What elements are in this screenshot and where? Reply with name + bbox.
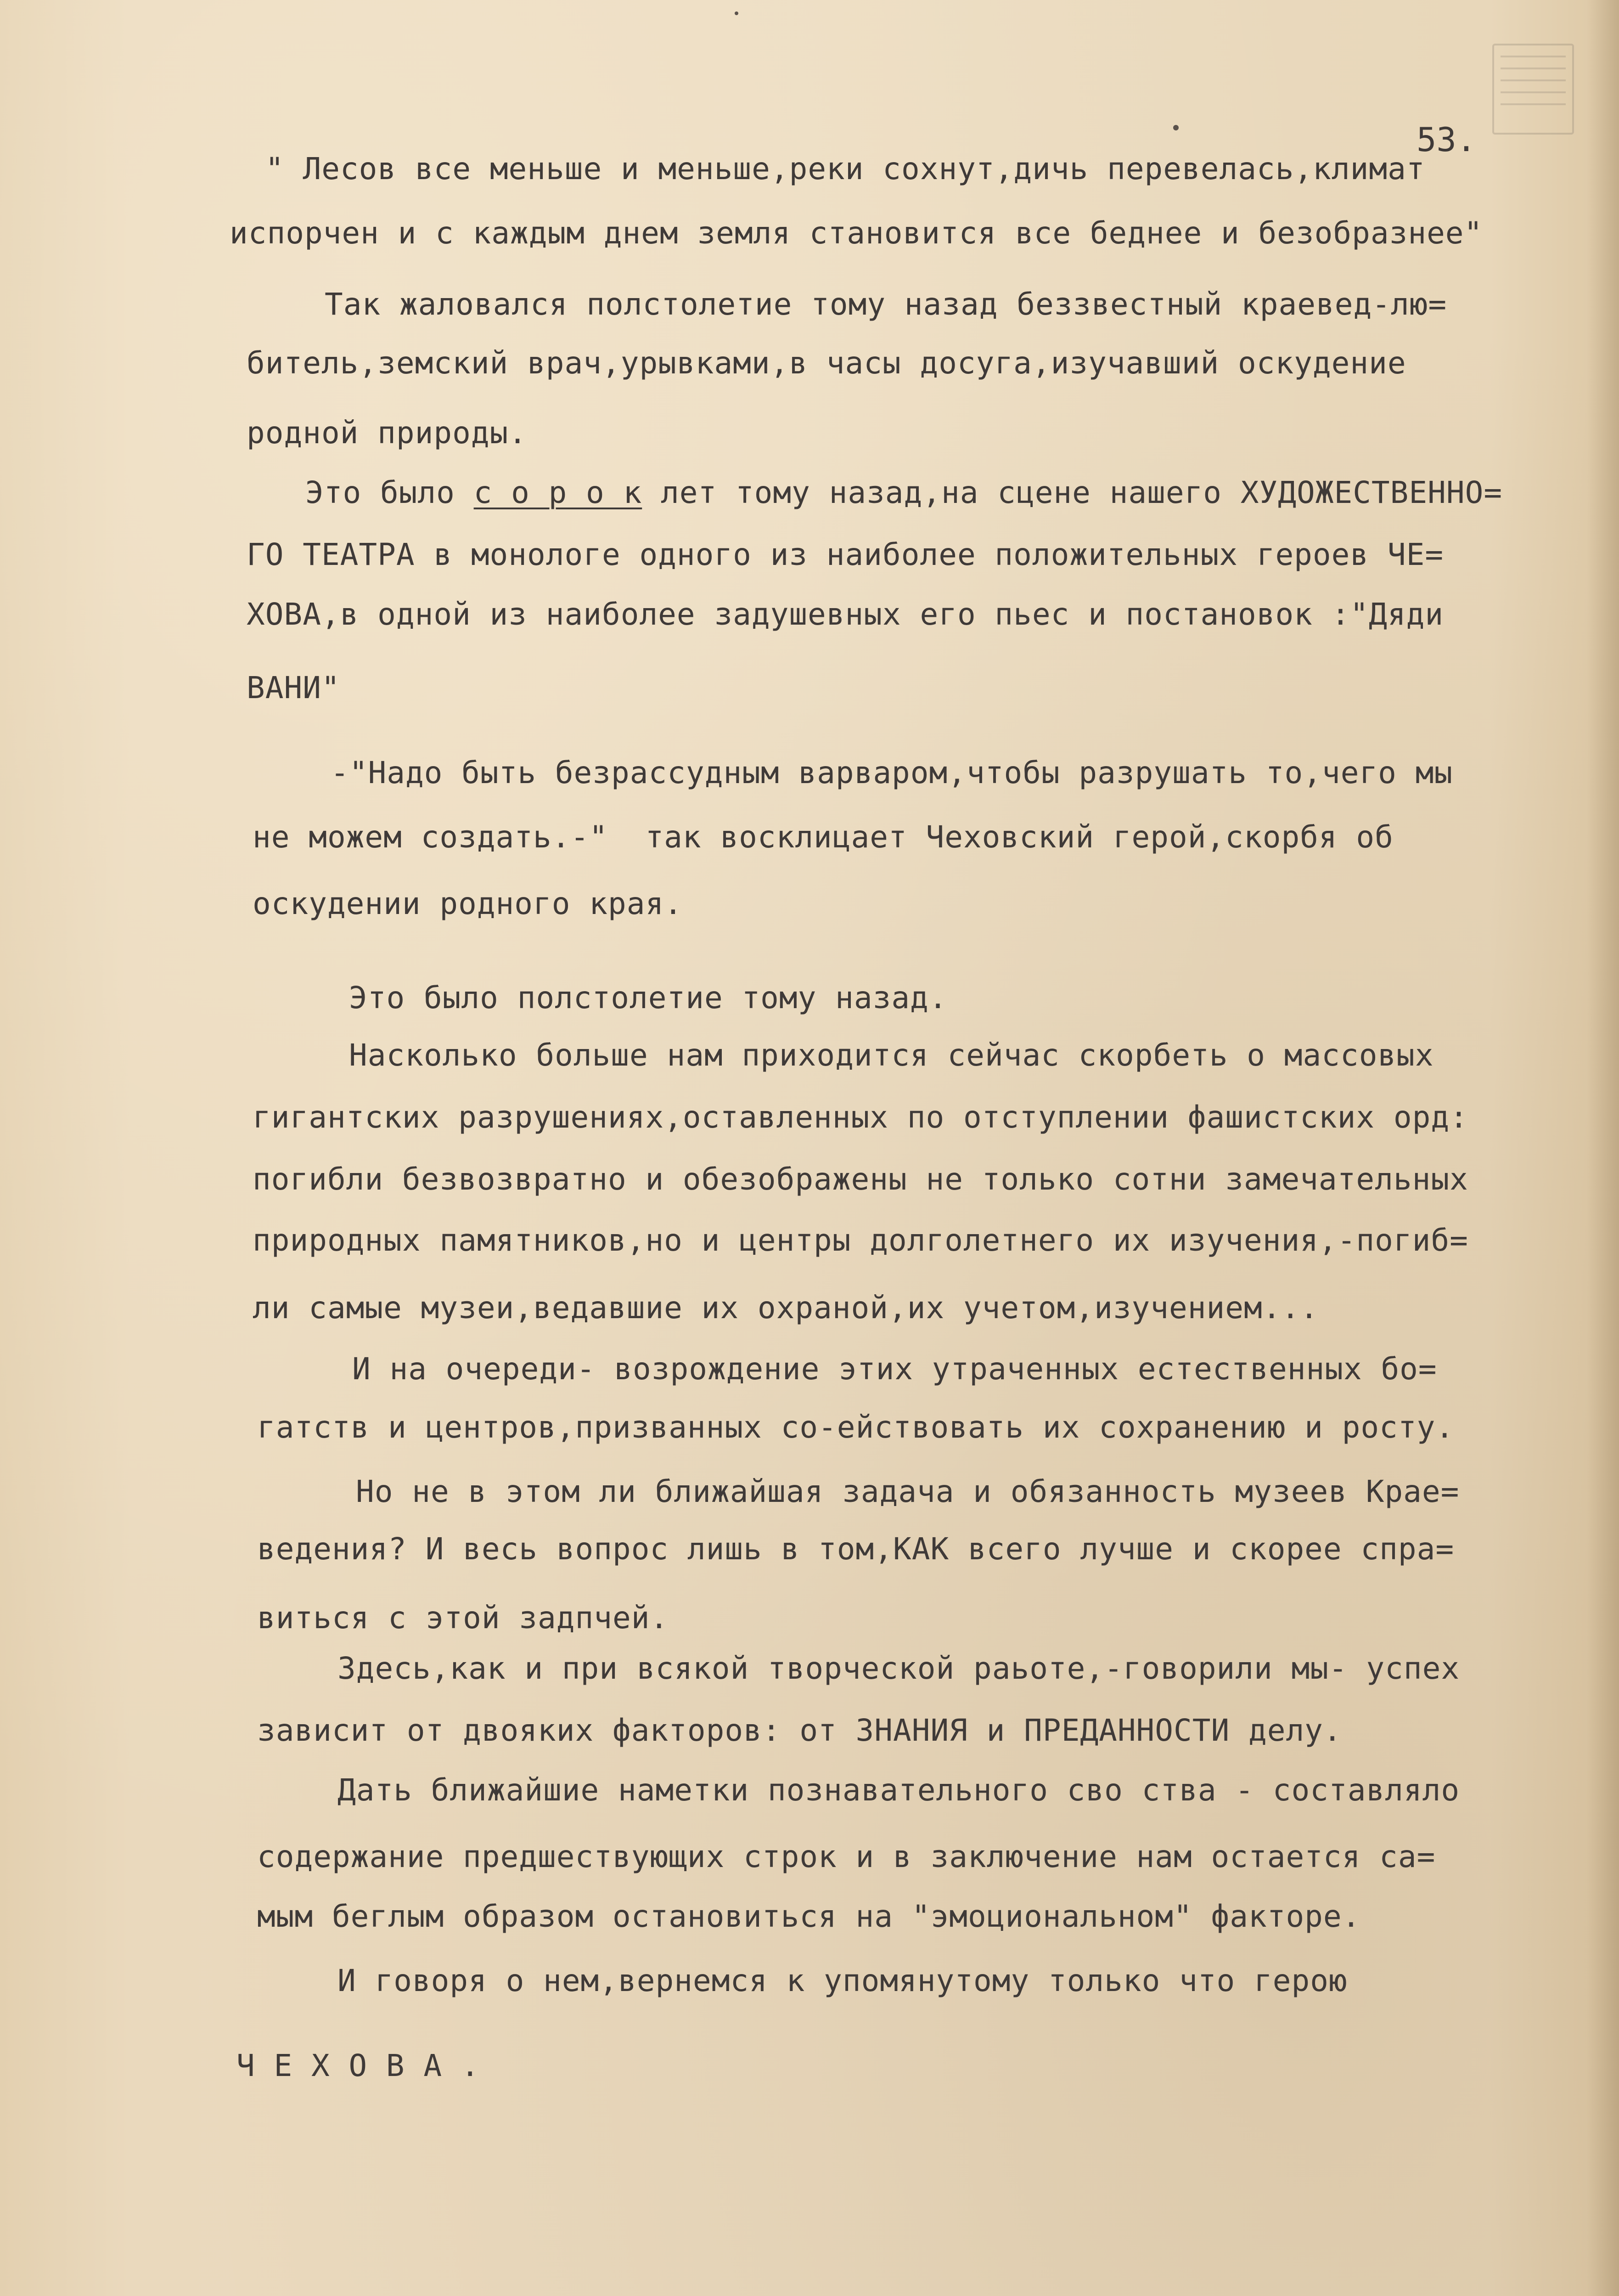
text-line: не можем создать.-" так восклицает Чеховский герой,скорбя об: [253, 819, 1394, 855]
text-line: родной природы.: [247, 415, 528, 451]
text-line: ли самые музеи,ведавшие их охраной,их учетом,изучением...: [253, 1290, 1319, 1326]
text-line: содержание предшествующих строк и в заключение нам остается са=: [257, 1839, 1436, 1874]
text-line: ведения? И весь вопрос лишь в том,КАК всего лучше и скорее спра=: [257, 1531, 1455, 1567]
page-number: 53.: [1417, 120, 1477, 159]
text-line: оскудении родного края.: [253, 886, 683, 921]
text-line: Так жаловался полстолетие тому назад беззвестный краевед-лю=: [325, 287, 1447, 322]
text-line: мым беглым образом остановиться на "эмоциональном" факторе.: [257, 1899, 1361, 1934]
text-line: гатств и центров,призванных со-ействовать их сохранению и росту.: [257, 1410, 1455, 1445]
text-line: виться с этой задпчей.: [257, 1600, 669, 1636]
text-line: [305, 475, 1503, 510]
text-line: И говоря о нем,вернемся к упомянутому только что герою: [337, 1963, 1348, 1998]
page-edge-shadow: [1587, 0, 1619, 2296]
text-line: " Лесов все меньше и меньше,реки сохнут,дичь перевелась,климат: [265, 151, 1425, 186]
text-line: битель,земский врач,урывками,в часы досуга,изучавший оскудение: [247, 345, 1406, 381]
ink-dot: [735, 11, 738, 15]
text-line: зависит от двояких факторов: от ЗНАНИЯ и ПРЕДАННОСТИ делу.: [257, 1713, 1342, 1748]
text-line: ХОВА,в одной из наиболее задушевных его пьес и постановок :"Дяди: [247, 597, 1444, 632]
text-line: Дать ближайшие наметки познавательного сво ства - составляло: [337, 1772, 1460, 1808]
text-line: погибли безвозвратно и обезображены не только сотни замечательных: [253, 1162, 1468, 1197]
archive-stamp: [1492, 44, 1574, 135]
text-line: ВАНИ": [247, 670, 340, 705]
text-line: испорчен и с каждым днем земля становится все беднее и безобразнее": [230, 215, 1483, 251]
underlined-word: с о р о к: [473, 475, 642, 510]
text-segment: Это было: [305, 475, 474, 510]
text-line: гигантских разрушениях,оставленных по отступлении фашистских орд:: [253, 1100, 1468, 1135]
text-line: И на очереди- возрождение этих утраченных естественных бо=: [352, 1351, 1437, 1387]
text-line: Но не в этом ли ближайшая задача и обязанность музеев Крае=: [356, 1474, 1460, 1509]
text-line: Здесь,как и при всякой творческой раьоте,-говорили мы- успех: [337, 1651, 1460, 1686]
text-line: ГО ТЕАТРА в монологе одного из наиболее положительных героев ЧЕ=: [247, 537, 1444, 572]
text-line: Насколько больше нам приходится сейчас скорбеть о массовых: [349, 1038, 1434, 1073]
text-line: Это было полстолетие тому назад.: [349, 980, 948, 1015]
ink-dot: [1173, 125, 1179, 130]
text-line: природных памятников,но и центры долголетнего их изучения,-погиб=: [253, 1223, 1468, 1258]
text-line: Ч Е Х О В А .: [236, 2048, 480, 2083]
text-line: -"Надо быть безрассудным варваром,чтобы разрушать то,чего мы: [331, 755, 1453, 790]
text-segment: лет тому назад,на сцене нашего ХУДОЖЕСТВЕННО=: [642, 475, 1503, 510]
